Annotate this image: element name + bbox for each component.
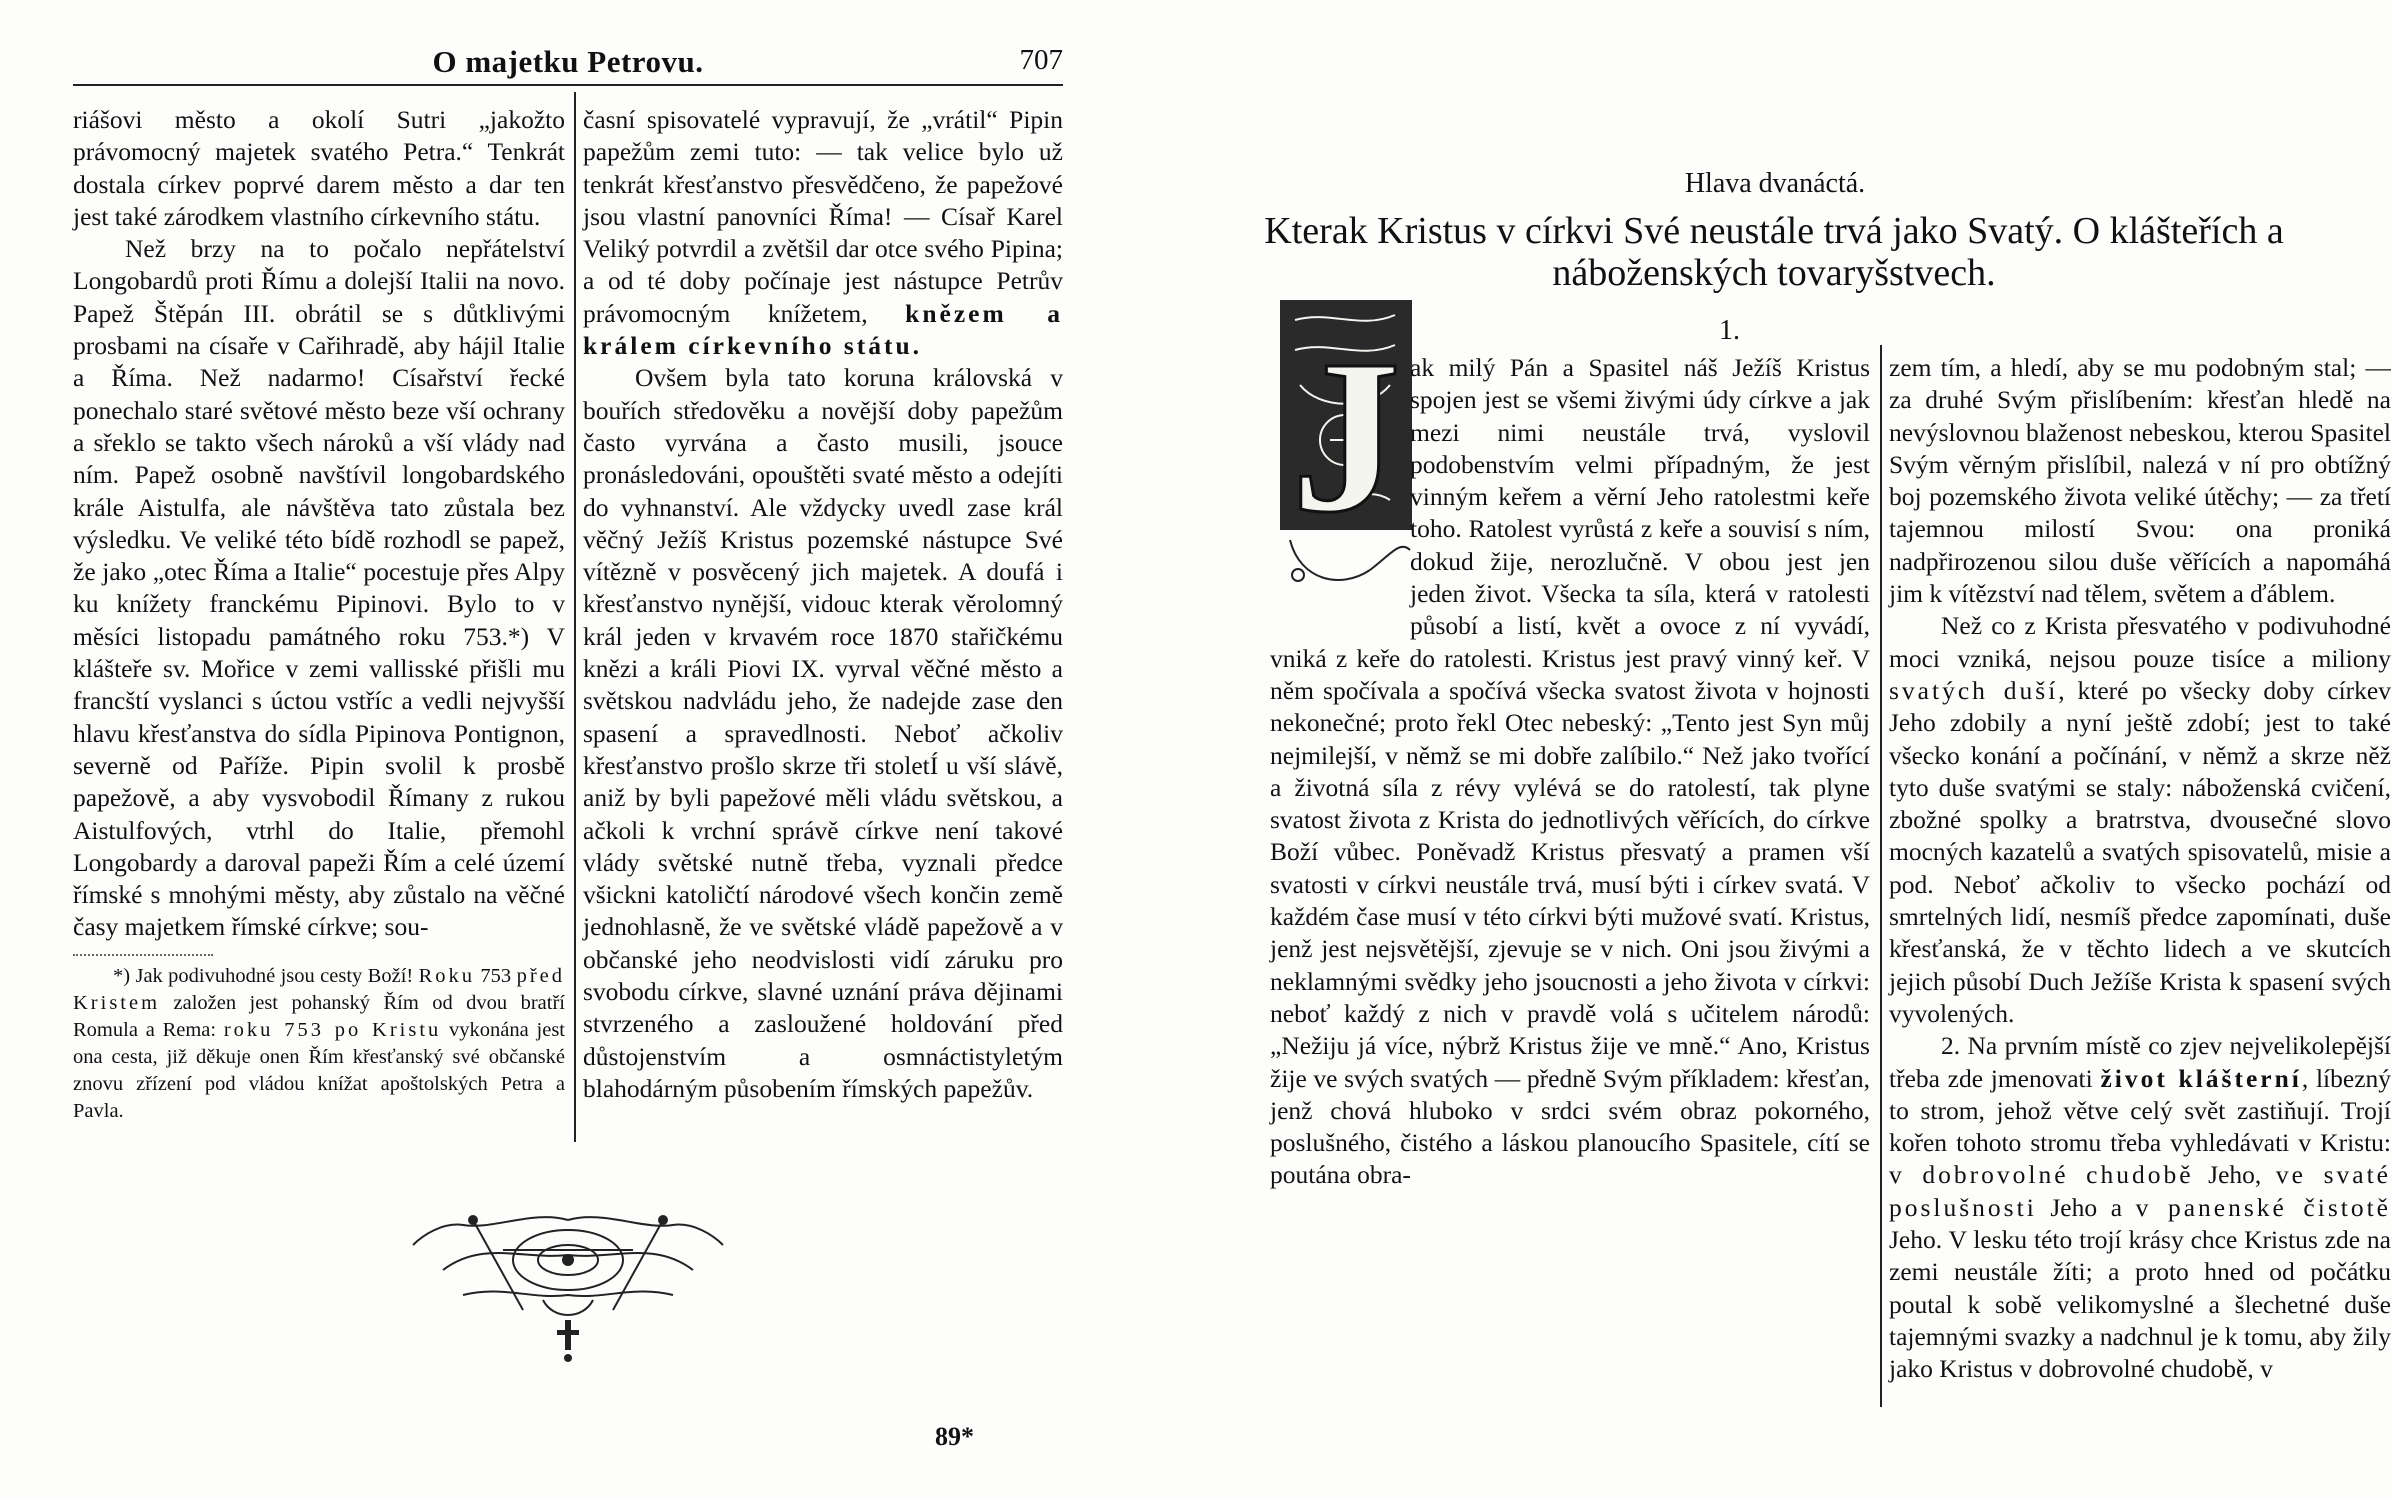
paragraph: Než co z Krista přesvatého v podivuhodné moci vzniká, nejsou pouze tisíce a miliony svatých duší, které po všecky doby církev Jeho zdobily a nyní ještě zdobí; jest to také všecko konání a počínání, v němž a skrze něž tyto duše svatými se staly: náboženská cvičení, zbožné spolky a bratrstva, dvousečné slovo mocných kazatelů a svatých spisovatelů, misie a pod. Neboť ačkoliv to všecko pochází od smrtelných lidí, nesmíš předce zapomínati, duše křesťanská, že v těchto lidech a ve skutcích jejich působí Duch Ježíše Krista k spasení svých vyvolených. [1889, 611, 2391, 1028]
paragraph: časní spisovatelé vypravují, že „vrátil“ Pipin papežům zemi tuto: — tak velice bylo už tenkrát křesťanstvo přesvědčeno, že papežové jsou vlastní panovníci Říma! — Císař Karel Veliký potvrdil a zvětšil dar otce svého Pipina; a od té doby počínaje jest nástupce Petrův právomocným knížetem, knězem a králem církevního státu. [583, 105, 1063, 361]
footnote-separator [73, 954, 213, 957]
chapter-label: Hlava dvanáctá. [1684, 168, 1866, 199]
page-number: 707 [1019, 44, 1063, 76]
right-page [1139, 0, 2391, 1500]
paragraph: ak milý Pán a Spasitel náš Ježíš Kristus spojen jest se všemi živými údy církve a jak mezi nimi neustále trvá, vyslovil podobenstvím velmi případným, že jest vinným keřem a věrní Jeho ratolestmi keře toho. Ratolest vyrůstá z keře a souvisí s ním, dokud žije, nerozlučně. V obou jest jen jeden život. Všecka ta síla, která v ratolesti působí a listí, květ a ovoce z ní vyvádí, vniká z keře do ratolesti. Kristus jest pravý vinný keř. V něm spočívala a spočívá všecka svatost života v hojnosti nekonečné; proto řekl Otec nebeský: „Tento jest Syn můj nejmilejší, v němž se mi dobře zalíbilo.“ Než jako tvořící a životná síla z révy vylévá se do ratolestí, tak plyne svatost života z Krista do jednotlivých věřících, do církve Boží vůbec. Poněvadž Kristus přesvatý a pramen vší svatosti v církvi neustále trvá, musí býti i církev svatá. V každém čase musí v této církvi býti mužové svatí. Kristus, jenž jest nejsvětější, zjevuje se v nich. Oni jsou živými a neklamnými svědky jeho jsoucnosti a jeho života v církvi: neboť každý z nich v pravdě volá s učitelem národů: „Nežiju já více, nýbrž Kristus žije ve mně.“ Ano, Kristus žije ve svých svatých — předně Svým příkladem: křesťan, jenž chová hluboko v srdci svém obraz pokorného, poslušného, čistého a láskou planoucího Spasitele, cítí se poutána obra- [1270, 353, 1870, 1190]
left-page [0, 0, 1139, 1500]
svg-text:J: J [1291, 314, 1401, 558]
chapter-title: Kterak Kristus v církvi Své neustále trvá jako Svatý. O klášteřích a náboženských tovaryšstvech. [1264, 210, 2284, 294]
tailpiece-ornament-icon [403, 1200, 733, 1370]
paragraph: zem tím, a hledí, aby se mu podobným stal; — za druhé Svým přislíbením: křesťan hledě na nevýslovnou blaženost nebeskou, kterou Spasitel Svým věrným přislíbil, nalezá v ní pro obtížný boj pozemského života veliké útěchy; — za třetí tajemnou milostí Svou: ona proniká nadpřirozenou silou duše věřících a napomáhá jim k vítězství nad tělem, světem a ďáblem. [1889, 353, 2391, 609]
paragraph: 2. Na prvním místě co zjev nejvelikolepější třeba zde jmenovati život klášterní, líbezný to strom, jehož větve celý svět zastiňují. Trojí kořen tohoto stromu třeba vyhledávati v Kristu: v dobrovolné chudobě Jeho, ve svaté poslušnosti Jeho a v panenské čistotě Jeho. V lesku této trojí krásy chce Kristus zde na zemi neustále žíti; a proto hned od počátku poutal k sobě velikomyslné a šlechetné duše tajemnými svazky a nadchnul je k tomu, aby žily jako Kristus v dobrovolné chudobě, v [1889, 1031, 2391, 1384]
dropcap-space [1270, 352, 1410, 640]
column-rule [574, 92, 576, 1142]
paragraph: riášovi město a okolí Sutri „jakožto právomocný majetek svatého Petra.“ Tenkrát dostala církev poprvé darem město a dar ten jest také zárodkem vlastního církevního státu. [73, 105, 565, 231]
column-rule [1880, 345, 1882, 1407]
running-head [73, 44, 1063, 86]
paragraph: Ovšem byla tato koruna královská v bouřích středověku a novější doby papežům často vyrvána a často musili, jsouce pronásledováni, opouštěti svaté město a odejíti do vyhnanství. Ale vždycky uvedl zase král věčný Ježíš Kristus pozemské nástupce Své vítězně v posvěcený jich majetek. A doufá i křesťanstvo nynější, vidouc kterak věrolomný král jeden v krvavém roce 1870 stařičkému knězi a králi Piovi IX. vyrval věčné město a světskou nadvládu jeho, že nadejde zase den spasení a spravedlnosti. Neboť ačkoliv křesťanstvo prošlo skrze tři stoletÍ u vší slávě, aniž by byli papežové měli vládu světskou, a ačkoli k vrchní správě církve není takové vlády světské nutně třeba, vyznali předce všickni katoličtí národové všech končin země jednohlasně, že ve světské vládě papežově a v občanské jeho neodvislosti vidí záruku pro svobodu církve, slavné uznání práva dějinami stvrzeného a zasloužené holdování před důstojenstvím a osmnáctistyletým blahodárným působením římských papežův. [583, 363, 1063, 1103]
running-title: O majetku Petrovu. [432, 44, 704, 79]
footnote: *) Jak podivuhodné jsou cesty Boží! Roku 753 před Kristem založen jest pohanský Řím od dvou bratří Romula a Rema: roku 753 po Kristu vykonána jest ona cesta, již děkuje onen Řím křesťanský své občanské znovu zřízení pod vládou knížat apoštolských Petra a Pavla. [73, 964, 566, 1122]
left-column-2 [583, 104, 1063, 1105]
section-number: 1. [1719, 315, 1740, 346]
folio-mark: 89* [935, 1422, 974, 1451]
right-column-2 [1889, 352, 2391, 1386]
left-column-1 [73, 104, 565, 1125]
right-column-1 [1270, 352, 1870, 1192]
paragraph: Než brzy na to počalo nepřátelství Longobardů proti Římu a dolejší Italii na novo. Papež Štěpán III. obrátil se s důtklivými prosbami na císaře v Cařihradě, aby hájil Italie a Říma. Než nadarmo! Císařství řecké ponechalo staré světové město beze vší ochrany a sřeklo se takto všech nároků a vší vlády nad ním. Papež osobně navštívil longobardského krále Aistulfa, ale návštěva tato zůstala bez výsledku. Ve veliké této bídě rozhodl se papež, že jako „otec Říma a Italie“ pocestuje přes Alpy ku knížety franckému Pipinovi. Bylo to v měsíci listopadu památného roku 753.*) V klášteře sv. Mořice v zemi vallisské přišli mu francští vyslanci s úctou vstříc a vedli nejvyšší hlavu křesťanstva do sídla Pipinova Pontignon, severně od Paříže. Pipin svolil k prosbě papežově, a aby vysvobodil Římany z rukou Aistulfových, vtrhl do Italie, přemohl Longobardy a daroval papeži Řím a celé území římské s mnohými městy, aby zůstalo na věčné časy majetkem římské církve; sou- [73, 234, 565, 942]
